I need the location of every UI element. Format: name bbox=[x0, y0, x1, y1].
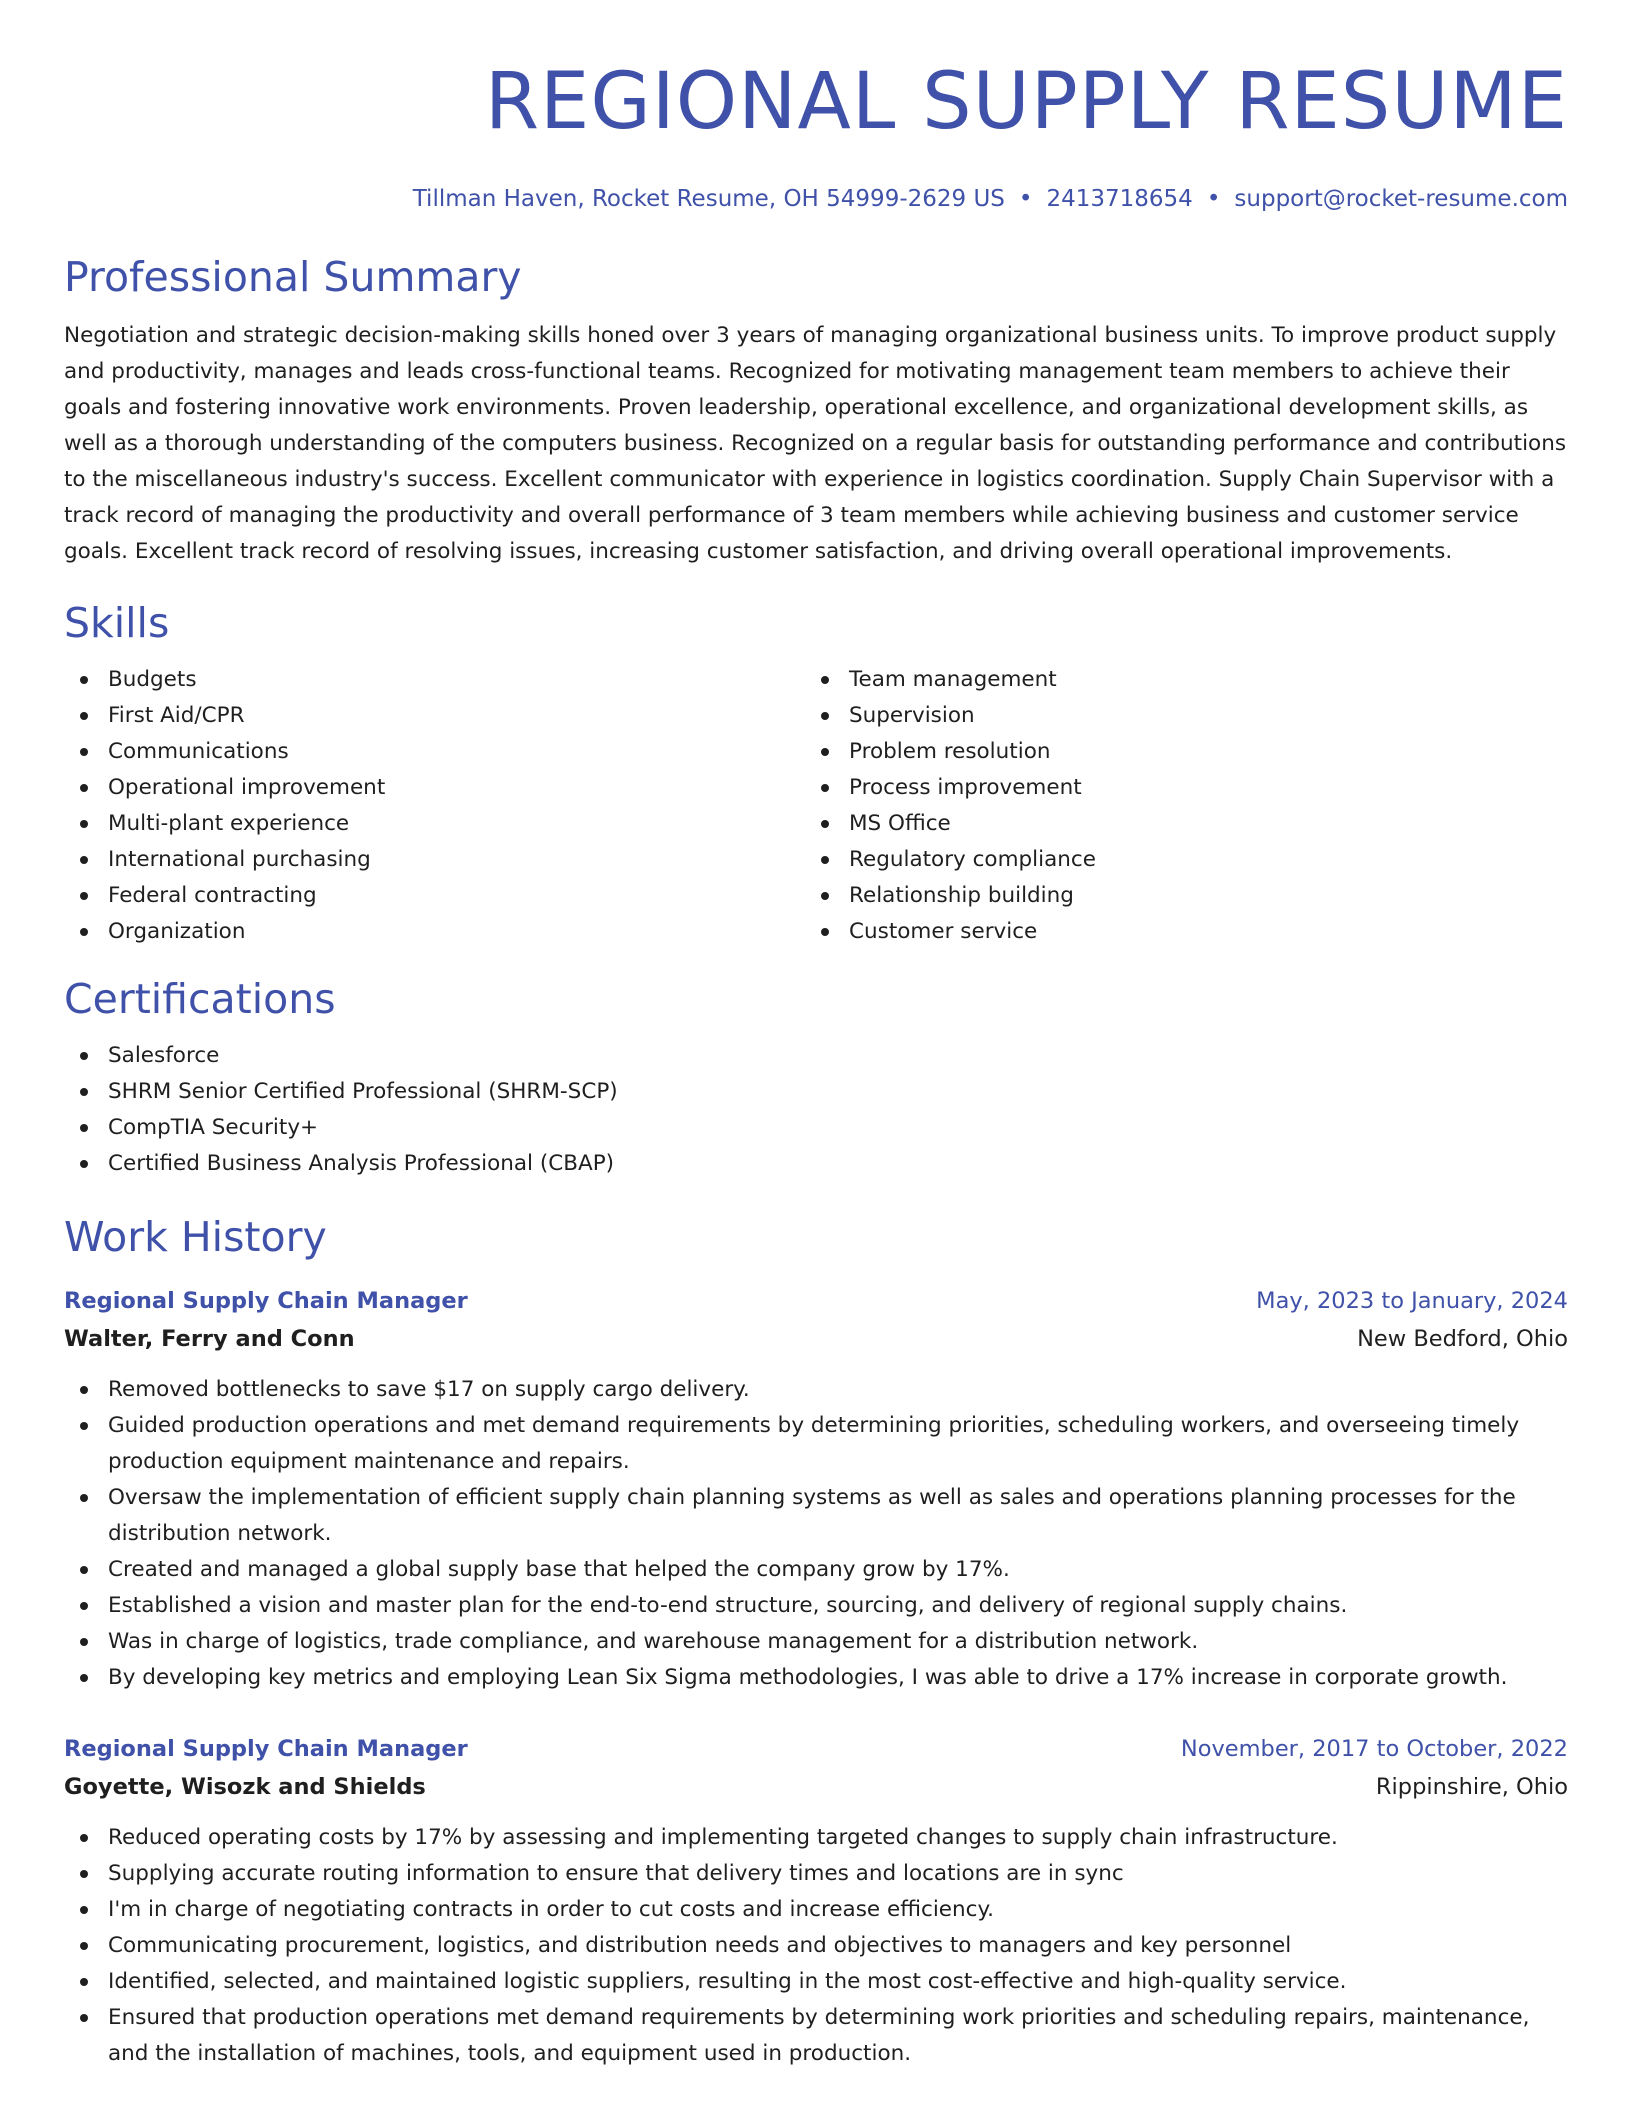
skill-item: Multi-plant experience bbox=[64, 806, 805, 842]
skill-item: Customer service bbox=[805, 914, 1568, 950]
skill-item: Organization bbox=[64, 914, 805, 950]
job-title-row bbox=[64, 1282, 1568, 1320]
certification-item: Salesforce bbox=[64, 1038, 1568, 1074]
job-entry bbox=[64, 1282, 1568, 1696]
skill-item: First Aid/CPR bbox=[64, 698, 805, 734]
summary-heading: Professional Summary bbox=[64, 253, 522, 301]
job-bullet: Supplying accurate routing information to ensure that delivery times and locations are in sync bbox=[64, 1856, 1568, 1892]
job-bullet: By developing key metrics and employing Lean Six Sigma methodologies, I was able to drive a 17% increase in corporate growth. bbox=[64, 1660, 1568, 1696]
summary-section bbox=[64, 252, 1568, 570]
resume-header bbox=[64, 54, 1568, 214]
skills-heading: Skills bbox=[64, 599, 170, 647]
job-bullet: Identified, selected, and maintained logistic suppliers, resulting in the most cost-effective and high-quality service. bbox=[64, 1964, 1568, 2000]
certification-item: Certified Business Analysis Professional (CBAP) bbox=[64, 1146, 1568, 1182]
skill-item: Regulatory compliance bbox=[805, 842, 1568, 878]
job-entry bbox=[64, 1730, 1568, 2072]
skills-section bbox=[64, 598, 1568, 950]
job-dates: November, 2017 to October, 2022 bbox=[1180, 1736, 1568, 1762]
job-bullet: I'm in charge of negotiating contracts in order to cut costs and increase efficiency. bbox=[64, 1892, 1568, 1928]
skills-list-right bbox=[805, 662, 1568, 950]
skill-item: Federal contracting bbox=[64, 878, 805, 914]
work-history-heading: Work History bbox=[64, 1213, 327, 1261]
skill-item: International purchasing bbox=[64, 842, 805, 878]
certifications-list bbox=[64, 1038, 1568, 1182]
skills-list-left bbox=[64, 662, 805, 950]
job-bullet: Reduced operating costs by 17% by assessing and implementing targeted changes to supply chain infrastructure. bbox=[64, 1820, 1568, 1856]
certifications-section bbox=[64, 974, 1568, 1182]
job-location: New Bedford, Ohio bbox=[1357, 1326, 1568, 1352]
job-title-row bbox=[64, 1730, 1568, 1768]
contact-address: Tillman Haven, Rocket Resume, OH 54999-2629 US bbox=[412, 186, 1005, 212]
job-title: Regional Supply Chain Manager bbox=[64, 1736, 468, 1762]
work-history-section bbox=[64, 1212, 1568, 2072]
job-location: Rippinshire, Ohio bbox=[1375, 1774, 1568, 1800]
job-bullets bbox=[64, 1372, 1568, 1696]
job-bullet: Oversaw the implementation of efficient supply chain planning systems as well as sales and operations planning processes for the distribution network. bbox=[64, 1480, 1568, 1552]
skill-item: Problem resolution bbox=[805, 734, 1568, 770]
job-bullet: Communicating procurement, logistics, and distribution needs and objectives to managers and key personnel bbox=[64, 1928, 1568, 1964]
job-bullet: Was in charge of logistics, trade compliance, and warehouse management for a distribution network. bbox=[64, 1624, 1568, 1660]
job-title: Regional Supply Chain Manager bbox=[64, 1288, 468, 1314]
contact-separator: • bbox=[1206, 186, 1221, 212]
job-bullet: Established a vision and master plan for the end-to-end structure, sourcing, and delivery of regional supply chains. bbox=[64, 1588, 1568, 1624]
certification-item: SHRM Senior Certified Professional (SHRM-SCP) bbox=[64, 1074, 1568, 1110]
skill-item: Process improvement bbox=[805, 770, 1568, 806]
job-company: Walter, Ferry and Conn bbox=[64, 1326, 355, 1352]
job-bullet: Removed bottlenecks to save $17 on supply cargo delivery. bbox=[64, 1372, 1568, 1408]
contact-line bbox=[64, 184, 1568, 214]
skill-item: Communications bbox=[64, 734, 805, 770]
job-bullets bbox=[64, 1820, 1568, 2072]
job-company-row bbox=[64, 1768, 1568, 1806]
certifications-heading: Certifications bbox=[64, 975, 336, 1023]
skill-item: Budgets bbox=[64, 662, 805, 698]
job-bullet: Guided production operations and met demand requirements by determining priorities, scheduling workers, and overseeing timely production equipment maintenance and repairs. bbox=[64, 1408, 1568, 1480]
skill-item: Team management bbox=[805, 662, 1568, 698]
job-dates: May, 2023 to January, 2024 bbox=[1256, 1288, 1568, 1314]
skill-item: Supervision bbox=[805, 698, 1568, 734]
job-company: Goyette, Wisozk and Shields bbox=[64, 1774, 426, 1800]
resume-name: REGIONAL SUPPLY RESUME bbox=[484, 57, 1568, 147]
skill-item: Operational improvement bbox=[64, 770, 805, 806]
skill-item: Relationship building bbox=[805, 878, 1568, 914]
skill-item: MS Office bbox=[805, 806, 1568, 842]
job-bullet: Ensured that production operations met demand requirements by determining work priorities and scheduling repairs, maintenance, and the installation of machines, tools, and equipment used in production. bbox=[64, 2000, 1568, 2072]
job-bullet: Created and managed a global supply base that helped the company grow by 17%. bbox=[64, 1552, 1568, 1588]
contact-separator: • bbox=[1018, 186, 1033, 212]
summary-text: Negotiation and strategic decision-making skills honed over 3 years of managing organizational business units. To improve product supply and productivity, manages and leads cross-functional teams. Recognized for motivating management team members to achieve their goals and fostering innovative work environments. Proven leadership, operational excellence, and organizational development skills, as well as a thorough understanding of the computers business. Recognized on a regular basis for outstanding performance and contributions to the miscellaneous industry's success. Excellent communicator with experience in logistics coordination. Supply Chain Supervisor with a track record of managing the productivity and overall performance of 3 team members while achieving business and customer service goals. Excellent track record of resolving issues, increasing customer satisfaction, and driving overall operational improvements. bbox=[64, 323, 1567, 564]
skills-grid bbox=[64, 662, 1568, 950]
job-company-row bbox=[64, 1320, 1568, 1358]
contact-email[interactable]: support@rocket-resume.com bbox=[1234, 186, 1568, 212]
contact-phone[interactable]: 2413718654 bbox=[1046, 186, 1193, 212]
certification-item: CompTIA Security+ bbox=[64, 1110, 1568, 1146]
